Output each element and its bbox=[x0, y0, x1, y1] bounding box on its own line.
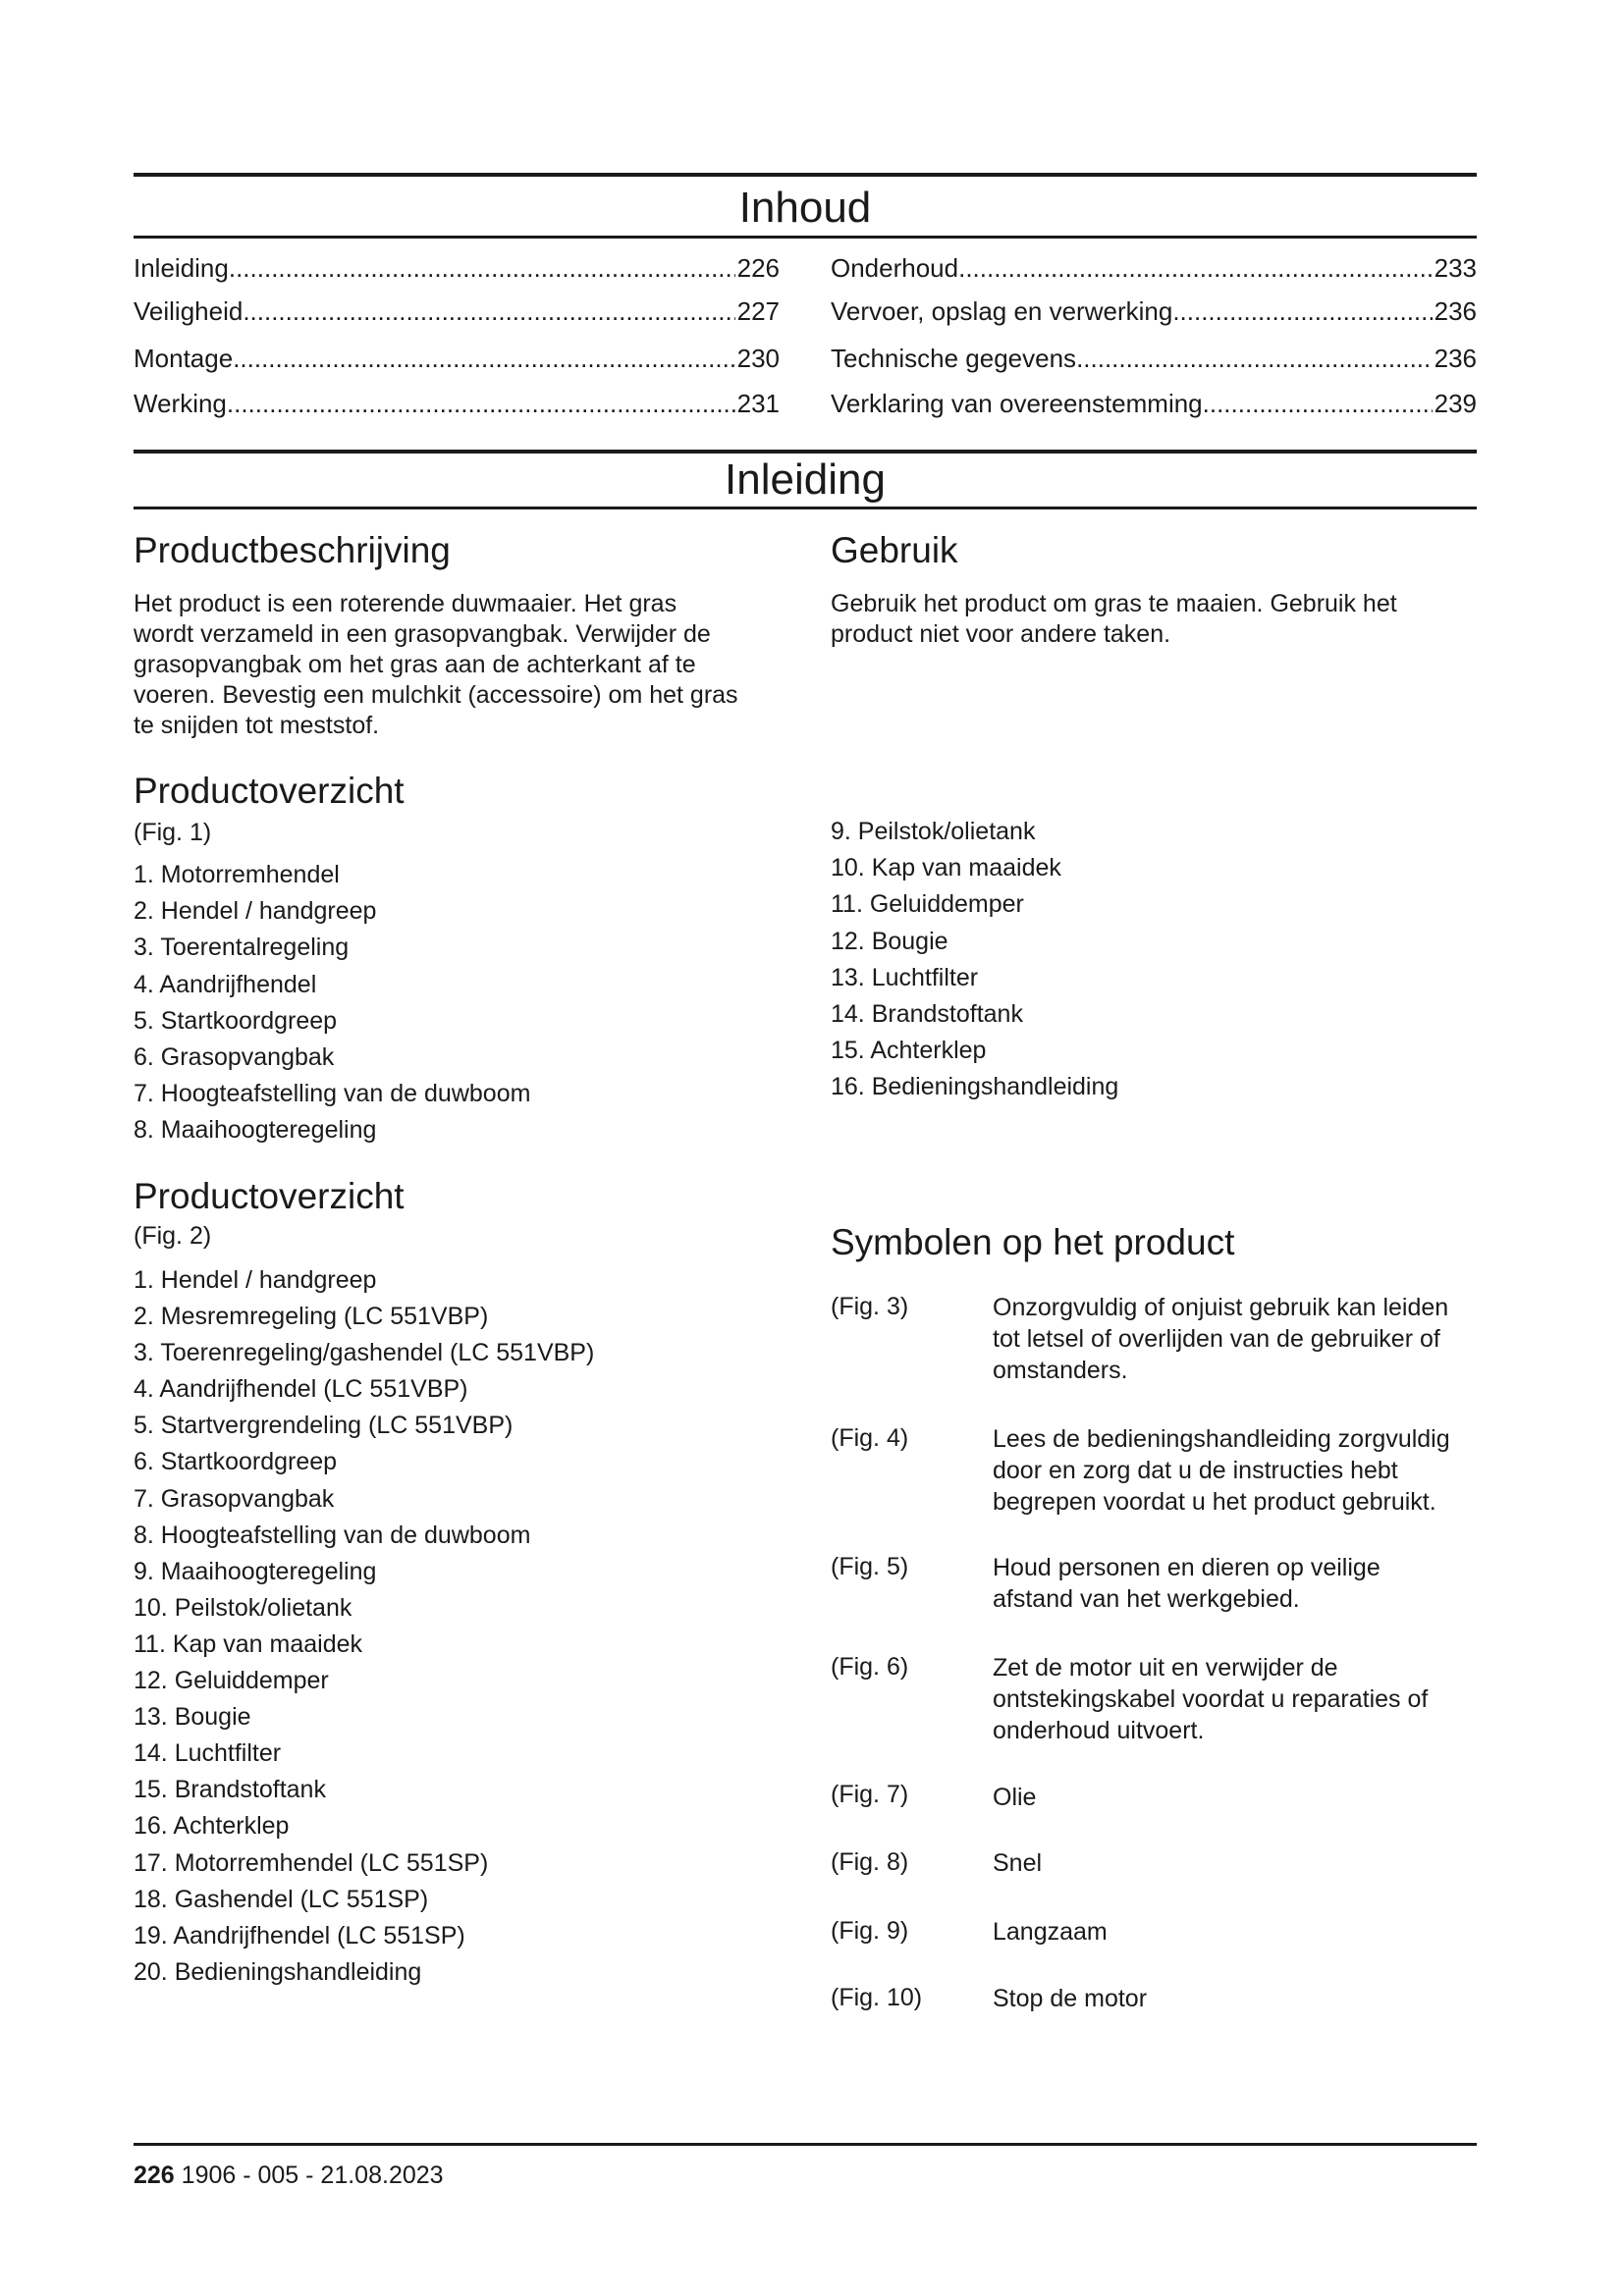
list-item: 13. Bougie bbox=[134, 1703, 251, 1732]
symbol-fig-ref: (Fig. 10) bbox=[831, 1984, 923, 2011]
list-item: 9. Peilstok/olietank bbox=[831, 818, 1036, 845]
list-item: 13. Luchtfilter bbox=[831, 963, 979, 991]
symbol-fig-ref: (Fig. 5) bbox=[831, 1553, 909, 1580]
symbol-fig-ref: (Fig. 7) bbox=[831, 1781, 909, 1808]
footer bbox=[134, 2161, 444, 2190]
list-item: 6. Grasopvangbak bbox=[134, 1042, 335, 1071]
toc-entry-vervoer[interactable]: Vervoer, opslag en verwerking ..... 236 bbox=[831, 296, 1477, 326]
usage-text: Gebruik het product om gras te maaien. Gebruik het product niet voor andere taken. bbox=[831, 590, 1397, 648]
footer-rule bbox=[134, 2143, 1477, 2146]
product-description-text: Het product is een roterende duwmaaier. Het gras wordt verzameld in een grasopvangbak. Verwijder de grasopvangbak om het gras aan de achterkant af te voeren. Bevestig een mulchkit (accessoire) om het gras te snijden tot meststof. bbox=[134, 590, 738, 739]
list-item: 4. Aandrijfhendel (LC 551VBP) bbox=[134, 1375, 468, 1404]
toc-title: Inhoud bbox=[738, 184, 872, 232]
list-item: 7. Hoogteafstelling van de duwboom bbox=[134, 1080, 531, 1108]
list-item: 14. Brandstoftank bbox=[831, 999, 1023, 1028]
toc-entry-inleiding[interactable]: Inleiding ..... 226 bbox=[134, 253, 780, 283]
list-item: 14. Luchtfilter bbox=[134, 1739, 282, 1768]
list-item: 5. Startvergrendeling (LC 551VBP) bbox=[134, 1412, 514, 1440]
list-item: 15. Achterklep bbox=[831, 1037, 987, 1065]
symbol-fig-ref: (Fig. 9) bbox=[831, 1917, 909, 1945]
overview2-fig-ref: (Fig. 2) bbox=[134, 1222, 212, 1250]
list-item: 7. Grasopvangbak bbox=[134, 1484, 335, 1513]
toc-entry-werking[interactable]: Werking ..... 231 bbox=[134, 389, 780, 418]
list-item: 8. Hoogteafstelling van de duwboom bbox=[134, 1521, 531, 1549]
symbol-description: Onzorgvuldig of onjuist gebruik kan leiden tot letsel of overlijden van de gebruiker of omstanders. bbox=[993, 1294, 1449, 1384]
symbol-fig-ref: (Fig. 6) bbox=[831, 1653, 909, 1681]
toc-entry-montage[interactable]: Montage ..... 230 bbox=[134, 344, 780, 373]
symbol-description: Langzaam bbox=[993, 1918, 1108, 1946]
list-item: 12. Geluiddemper bbox=[134, 1667, 329, 1695]
usage-heading: Gebruik bbox=[831, 530, 958, 570]
product-description-heading: Productbeschrijving bbox=[134, 530, 451, 570]
list-item: 3. Toerenregeling/gashendel (LC 551VBP) bbox=[134, 1339, 595, 1367]
list-item: 2. Mesremregeling (LC 551VBP) bbox=[134, 1303, 489, 1331]
list-item: 1. Motorremhendel bbox=[134, 861, 340, 888]
toc-top-rule bbox=[134, 173, 1477, 177]
list-item: 11. Kap van maaidek bbox=[134, 1629, 363, 1658]
list-item: 5. Startkoordgreep bbox=[134, 1006, 338, 1035]
symbol-description: Houd personen en dieren op veilige afstand van het werkgebied. bbox=[993, 1554, 1380, 1613]
overview1-list-left bbox=[134, 860, 530, 1152]
list-item: 8. Maaihoogteregeling bbox=[134, 1116, 377, 1145]
list-item: 4. Aandrijfhendel bbox=[134, 970, 317, 998]
list-item: 18. Gashendel (LC 551SP) bbox=[134, 1885, 429, 1913]
symbol-description: Snel bbox=[993, 1849, 1043, 1877]
symbol-description: Olie bbox=[993, 1784, 1037, 1811]
toc-entry-verklaring[interactable]: Verklaring van overeenstemming ..... 239 bbox=[831, 389, 1477, 418]
section-title: Inleiding bbox=[725, 455, 886, 504]
toc-bottom-rule bbox=[134, 236, 1477, 239]
list-item: 10. Peilstok/olietank bbox=[134, 1593, 352, 1622]
list-item: 9. Maaihoogteregeling bbox=[134, 1557, 377, 1585]
list-item: 16. Bedieningshandleiding bbox=[831, 1073, 1119, 1101]
symbol-fig-ref: (Fig. 3) bbox=[831, 1293, 909, 1320]
list-item: 1. Hendel / handgreep bbox=[134, 1266, 377, 1294]
list-item: 3. Toerentalregeling bbox=[134, 934, 350, 962]
symbols-heading: Symbolen op het product bbox=[831, 1222, 1235, 1262]
overview1-list-right bbox=[831, 817, 1118, 1109]
list-item: 11. Geluiddemper bbox=[831, 890, 1024, 919]
list-item: 15. Brandstoftank bbox=[134, 1776, 326, 1804]
overview2-heading: Productoverzicht bbox=[134, 1176, 405, 1216]
symbol-fig-ref: (Fig. 8) bbox=[831, 1848, 909, 1876]
list-item: 17. Motorremhendel (LC 551SP) bbox=[134, 1848, 489, 1877]
list-item: 10. Kap van maaidek bbox=[831, 854, 1061, 882]
list-item: 19. Aandrijfhendel (LC 551SP) bbox=[134, 1921, 465, 1949]
toc-entry-onderhoud[interactable]: Onderhoud ..... 233 bbox=[831, 253, 1477, 283]
symbol-description: Stop de motor bbox=[993, 1985, 1148, 2012]
overview1-fig-ref: (Fig. 1) bbox=[134, 819, 212, 846]
list-item: 12. Bougie bbox=[831, 927, 948, 955]
section-bottom-rule bbox=[134, 507, 1477, 509]
symbol-description: Lees de bedieningshandleiding zorgvuldig door en zorg dat u de instructies hebt begrepen voordat u het product gebruikt. bbox=[993, 1425, 1450, 1516]
overview1-heading: Productoverzicht bbox=[134, 771, 405, 811]
list-item: 2. Hendel / handgreep bbox=[134, 897, 377, 926]
symbol-description: Zet de motor uit en verwijder de ontstekingskabel voordat u reparaties of onderhoud uitvoert. bbox=[993, 1654, 1429, 1744]
list-item: 16. Achterklep bbox=[134, 1812, 290, 1841]
footer-doc-id: 1906 - 005 - 21.08.2023 bbox=[181, 2162, 444, 2189]
list-item: 6. Startkoordgreep bbox=[134, 1448, 338, 1476]
overview2-list bbox=[134, 1265, 594, 1994]
symbol-fig-ref: (Fig. 4) bbox=[831, 1424, 909, 1452]
toc-entry-veiligheid[interactable]: Veiligheid ..... 227 bbox=[134, 296, 780, 326]
footer-page-number: 226 bbox=[134, 2162, 175, 2189]
toc-entry-technische-gegevens[interactable]: Technische gegevens ..... 236 bbox=[831, 344, 1477, 373]
list-item: 20. Bedieningshandleiding bbox=[134, 1957, 422, 1986]
section-top-rule bbox=[134, 450, 1477, 454]
